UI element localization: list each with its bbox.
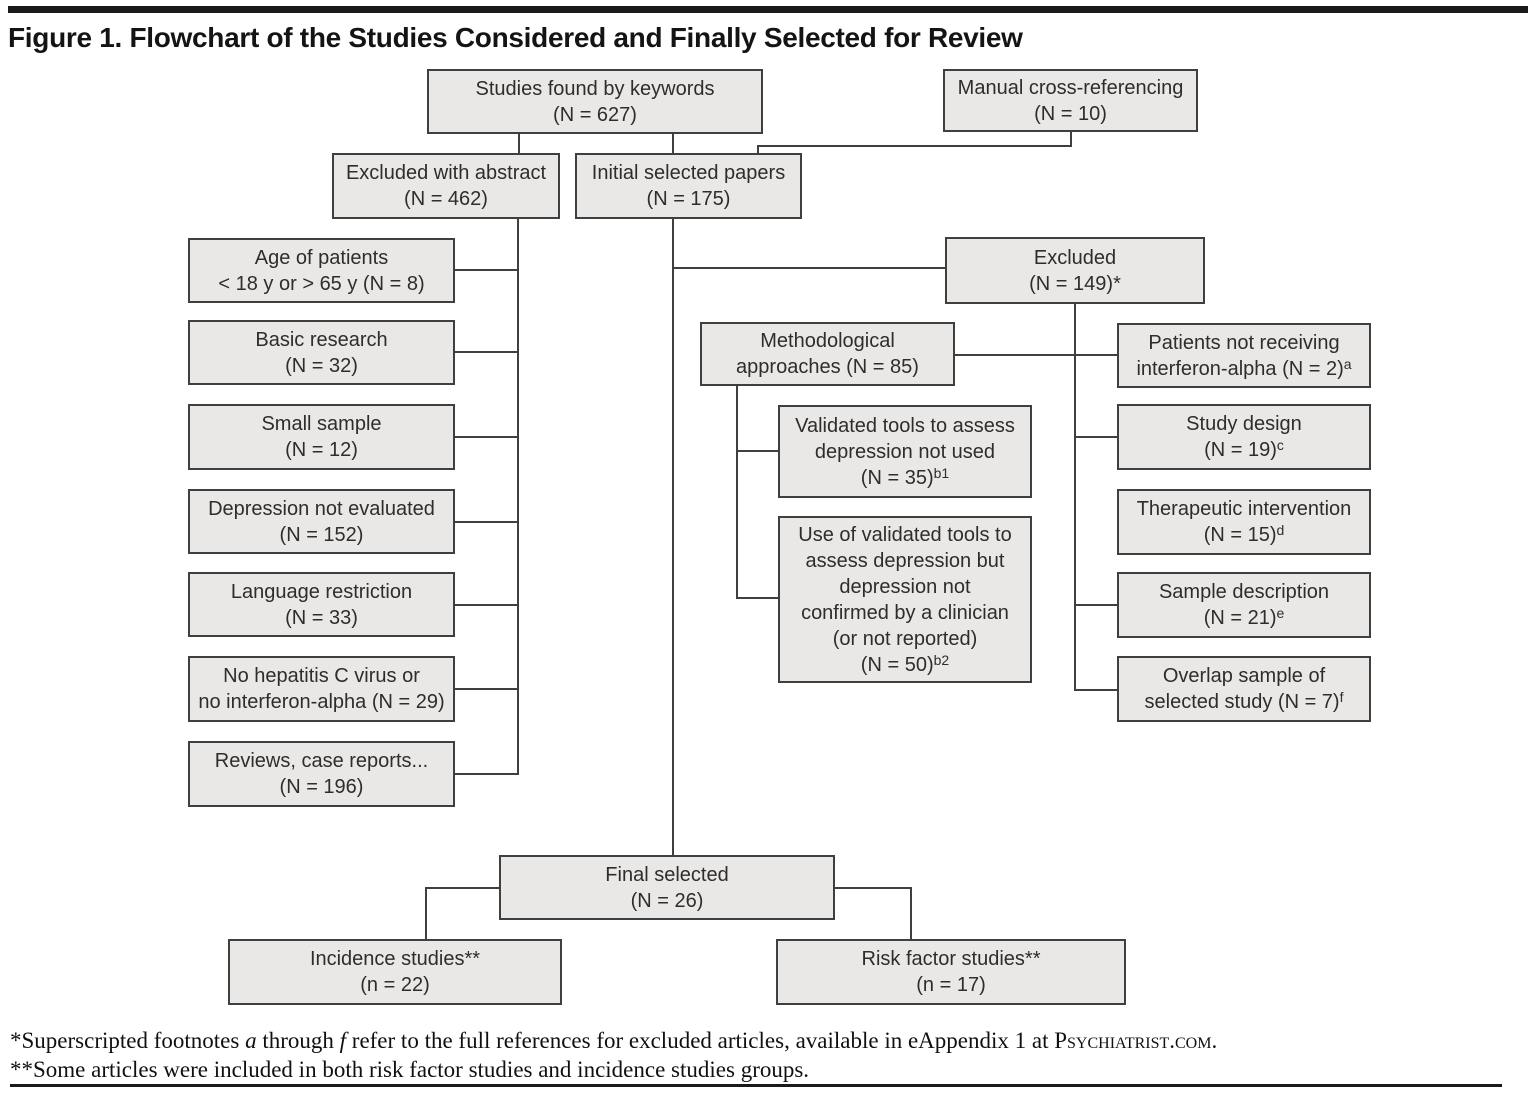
box-overlap-sample — [1117, 656, 1371, 722]
connector-depression-branch — [455, 521, 519, 523]
box-validated-tools-not-used — [778, 405, 1032, 498]
footnote-italic-a: a — [245, 1028, 257, 1053]
connector-hepatitis-branch — [455, 688, 519, 690]
box-line: (N = 149)* — [1029, 272, 1121, 295]
connector-final-to-risk — [910, 887, 912, 939]
connector-left-trunk — [517, 219, 519, 775]
box-line: (N = 32) — [285, 354, 358, 377]
box-line: (N = 26) — [630, 889, 704, 912]
box-no-hepatitis — [188, 656, 455, 722]
box-line: Sample description — [1158, 581, 1330, 603]
footnote-superscript: c — [1276, 437, 1284, 453]
connector-final-to-incidence — [425, 887, 427, 939]
box-line: Final selected — [605, 863, 729, 886]
footnote-italic-f: f — [339, 1028, 347, 1053]
box-line-text: (N = 50) — [860, 653, 934, 676]
connector-sample-branch — [1075, 604, 1117, 606]
box-line: (n = 22) — [360, 974, 430, 996]
box-line: Excluded — [1033, 246, 1117, 269]
box-line — [1204, 605, 1285, 631]
box-excluded-with-abstract — [332, 153, 560, 219]
box-line: No hepatitis C virus or — [223, 665, 420, 687]
box-line — [1145, 689, 1344, 715]
box-line: Patients not receiving — [1148, 331, 1340, 354]
footnote-text: refer to the full references for excluded articles, available in eAppendix 1 at — [346, 1028, 1055, 1053]
footnote-superscript: a — [1343, 355, 1352, 372]
connector-small-branch — [455, 436, 519, 438]
box-line-text: selected study (N = 7) — [1144, 691, 1340, 713]
box-line: Use of validated tools to — [798, 523, 1012, 546]
box-therapeutic-intervention — [1117, 489, 1371, 555]
box-manual-cross-referencing — [943, 69, 1198, 132]
box-patients-not-receiving — [1117, 323, 1371, 388]
box-line: Reviews, case reports... — [214, 750, 429, 772]
box-line: (N = 10) — [1034, 102, 1107, 125]
footnote-text: *Superscripted footnotes — [10, 1028, 246, 1053]
connector-age-branch — [455, 269, 519, 271]
box-line-text: (N = 35) — [860, 466, 934, 489]
box-small-sample — [188, 404, 455, 470]
box-line: (N = 196) — [279, 776, 364, 798]
box-line — [1136, 356, 1351, 382]
box-line: assess depression but — [805, 549, 1005, 572]
box-line: depression not used — [814, 440, 996, 463]
box-line: (or not reported) — [832, 627, 978, 650]
box-line — [1204, 437, 1284, 463]
box-basic-research — [188, 320, 455, 385]
box-final-selected — [499, 855, 835, 920]
box-depression-not-evaluated — [188, 489, 455, 554]
connector-manual-horizontal — [757, 145, 1072, 147]
connector-validated-branch — [737, 450, 778, 452]
box-sample-description — [1117, 572, 1371, 638]
box-studies-found — [427, 69, 763, 134]
connector-methodological-trunk — [736, 386, 738, 599]
connector-main-trunk — [672, 219, 674, 855]
box-excluded — [945, 237, 1205, 304]
box-line: (N = 152) — [279, 523, 364, 546]
connector-right-trunk — [1074, 304, 1076, 691]
connector-study-design-branch — [1075, 436, 1117, 438]
box-line: Overlap sample of — [1162, 665, 1326, 687]
connector-use-validated-branch — [737, 597, 778, 599]
box-line: < 18 y or > 65 y (N = 8) — [218, 272, 425, 295]
footnote-superscript: b1 — [933, 464, 950, 481]
footnote-text: through — [256, 1028, 340, 1053]
box-line-text: (N = 15) — [1203, 524, 1277, 546]
bottom-rule — [10, 1084, 1502, 1087]
box-line: Age of patients — [254, 246, 389, 269]
box-use-of-validated-tools — [778, 516, 1032, 683]
box-line — [861, 465, 949, 491]
box-line: Depression not evaluated — [208, 497, 435, 520]
box-age-of-patients — [188, 238, 455, 303]
box-line: Manual cross-referencing — [957, 76, 1184, 99]
box-line: (N = 175) — [646, 188, 731, 210]
box-line: Language restriction — [230, 580, 413, 603]
connector-methodological-patients — [955, 354, 1117, 356]
box-line — [1204, 522, 1285, 548]
connector-basic-branch — [455, 351, 519, 353]
box-line: approaches (N = 85) — [736, 356, 919, 378]
box-line: no interferon-alpha (N = 29) — [198, 691, 445, 713]
box-line: Small sample — [261, 413, 382, 435]
box-line-text: (N = 19) — [1204, 439, 1277, 461]
box-methodological-approaches — [700, 322, 955, 386]
box-line: Excluded with abstract — [345, 162, 547, 184]
figure-footnotes — [10, 1026, 1520, 1084]
top-rule — [8, 6, 1528, 13]
box-reviews-case-reports — [188, 741, 455, 807]
box-line: Validated tools to assess — [795, 414, 1015, 437]
box-line: Studies found by keywords — [475, 77, 715, 100]
connector-overlap-branch — [1075, 689, 1117, 691]
box-line: Methodological — [760, 330, 895, 352]
footnote-2: **Some articles were included in both risk factor studies and incidence studies groups. — [10, 1057, 810, 1082]
box-line: Initial selected papers — [591, 162, 786, 184]
box-initial-selected-papers — [575, 153, 802, 219]
box-line: (n = 17) — [916, 974, 986, 996]
box-line-text: (N = 21) — [1203, 607, 1277, 629]
box-line — [861, 652, 949, 678]
box-line: (N = 462) — [404, 188, 488, 210]
box-incidence-studies — [228, 939, 562, 1005]
box-line: depression not — [839, 575, 971, 598]
box-line: Study design — [1186, 413, 1302, 435]
box-line: (N = 627) — [553, 103, 637, 126]
box-line-text: interferon-alpha (N = 2) — [1136, 357, 1344, 380]
connector-reviews-branch — [455, 773, 519, 775]
connector-studies-to-excluded-abstract — [518, 134, 520, 153]
footnote-1 — [10, 1026, 1520, 1055]
box-study-design — [1117, 404, 1371, 470]
box-line: Risk factor studies** — [861, 948, 1041, 970]
footnote-superscript: b2 — [933, 651, 950, 668]
box-risk-factor-studies — [776, 939, 1126, 1005]
footnote-superscript: e — [1276, 605, 1285, 621]
footnote-text: . — [1211, 1028, 1218, 1053]
box-language-restriction — [188, 572, 455, 637]
box-line: (N = 33) — [285, 606, 358, 629]
footnote-site-name: Psychiatrist.com — [1054, 1028, 1212, 1053]
box-line: (N = 12) — [285, 439, 358, 461]
connector-language-branch — [455, 604, 519, 606]
box-line: Therapeutic intervention — [1136, 498, 1352, 520]
box-line: Basic research — [255, 328, 388, 351]
connector-final-left-horizontal — [425, 887, 500, 889]
footnote-superscript: f — [1339, 689, 1344, 705]
box-line: confirmed by a clinician — [801, 601, 1009, 624]
connector-final-right-horizontal — [835, 887, 912, 889]
connector-to-excluded — [673, 267, 945, 269]
box-line: Incidence studies** — [309, 948, 481, 970]
figure-title: Figure 1. Flowchart of the Studies Considered and Finally Selected for Review — [8, 22, 1023, 53]
footnote-superscript: d — [1276, 522, 1285, 538]
connector-studies-to-initial — [672, 134, 674, 153]
